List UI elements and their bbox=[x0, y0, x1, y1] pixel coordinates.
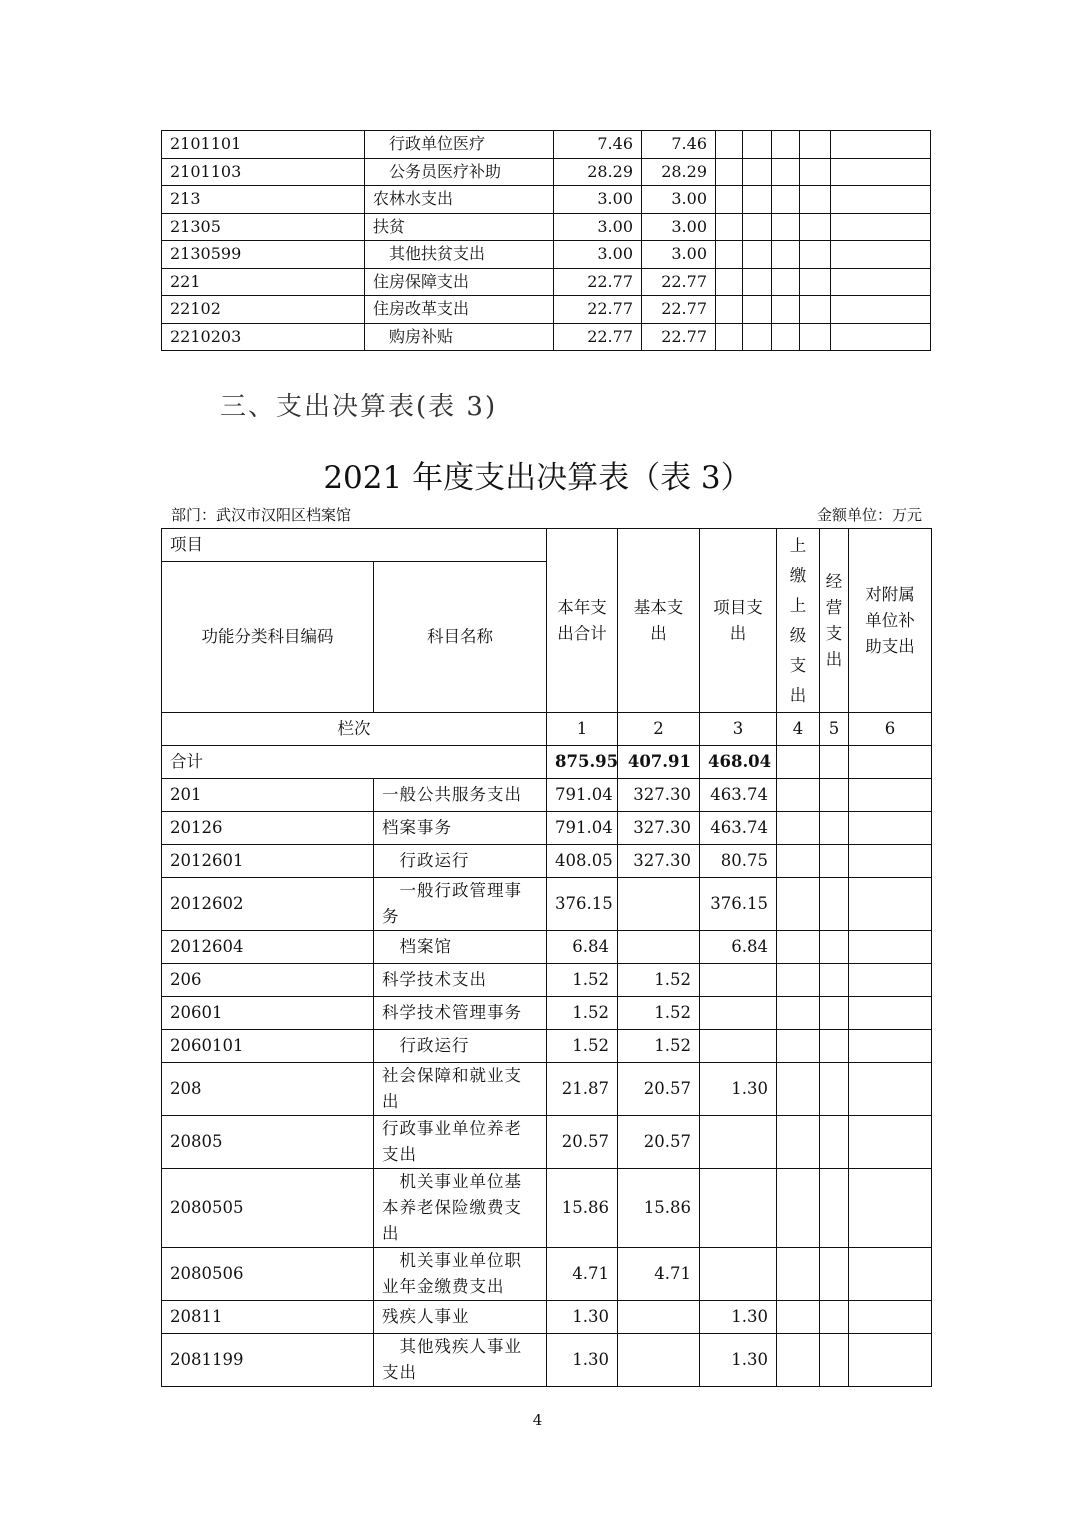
continued-expenditure-table bbox=[161, 130, 931, 351]
total-basic: 407.91 bbox=[618, 746, 700, 779]
section-heading: 三、支出决算表(表 3) bbox=[220, 392, 498, 422]
code-cell: 201 bbox=[162, 779, 374, 812]
empty-cell bbox=[777, 746, 820, 779]
empty-cell bbox=[820, 1030, 849, 1063]
basic-cell bbox=[618, 1334, 700, 1387]
table-row bbox=[162, 964, 932, 997]
code-cell: 2080505 bbox=[162, 1169, 374, 1248]
basic-cell bbox=[618, 931, 700, 964]
empty-cell bbox=[777, 997, 820, 1030]
code-cell: 208 bbox=[162, 1063, 374, 1116]
empty-cell bbox=[743, 296, 772, 324]
empty-cell bbox=[849, 964, 932, 997]
empty-cell bbox=[800, 323, 831, 351]
table-row bbox=[162, 997, 932, 1030]
total-cell: 376.15 bbox=[547, 878, 618, 931]
empty-cell bbox=[820, 964, 849, 997]
project-cell bbox=[700, 1169, 777, 1248]
name-cell: 行政运行 bbox=[374, 1030, 547, 1063]
table-row bbox=[162, 1063, 932, 1116]
basic-cell: 3.00 bbox=[642, 186, 716, 214]
table-row bbox=[162, 241, 931, 269]
project-cell: 1.30 bbox=[700, 1301, 777, 1334]
empty-cell bbox=[800, 158, 831, 186]
name-cell: 机关事业单位基本养老保险缴费支出 bbox=[374, 1169, 547, 1248]
empty-cell bbox=[820, 1063, 849, 1116]
total-cell: 22.77 bbox=[554, 268, 642, 296]
basic-cell: 22.77 bbox=[642, 323, 716, 351]
table-row bbox=[162, 186, 931, 214]
header-col6: 对附属单位补助支出 bbox=[849, 529, 932, 713]
empty-cell bbox=[743, 186, 772, 214]
expenditure-table bbox=[161, 528, 932, 1387]
empty-cell bbox=[820, 1301, 849, 1334]
empty-cell bbox=[820, 878, 849, 931]
code-cell: 20805 bbox=[162, 1116, 374, 1169]
total-label: 合计 bbox=[162, 746, 547, 779]
total-amount: 875.95 bbox=[547, 746, 618, 779]
code-cell: 2060101 bbox=[162, 1030, 374, 1063]
col-number: 6 bbox=[849, 713, 932, 746]
table-row bbox=[162, 779, 932, 812]
empty-cell bbox=[849, 812, 932, 845]
total-project: 468.04 bbox=[700, 746, 777, 779]
empty-cell bbox=[777, 812, 820, 845]
table-row bbox=[162, 323, 931, 351]
empty-cell bbox=[820, 1116, 849, 1169]
name-cell: 科学技术支出 bbox=[374, 964, 547, 997]
empty-cell bbox=[777, 878, 820, 931]
table-row bbox=[162, 268, 931, 296]
basic-cell: 22.77 bbox=[642, 268, 716, 296]
basic-cell: 22.77 bbox=[642, 296, 716, 324]
empty-cell bbox=[831, 158, 931, 186]
basic-cell: 20.57 bbox=[618, 1116, 700, 1169]
total-row bbox=[162, 746, 932, 779]
name-cell: 行政单位医疗 bbox=[365, 131, 554, 159]
empty-cell bbox=[800, 241, 831, 269]
basic-cell: 1.52 bbox=[618, 964, 700, 997]
name-cell: 住房改革支出 bbox=[365, 296, 554, 324]
project-cell: 6.84 bbox=[700, 931, 777, 964]
name-cell: 农林水支出 bbox=[365, 186, 554, 214]
table-row bbox=[162, 1301, 932, 1334]
code-cell: 22102 bbox=[162, 296, 365, 324]
table-row bbox=[162, 878, 932, 931]
empty-cell bbox=[820, 812, 849, 845]
code-cell: 206 bbox=[162, 964, 374, 997]
empty-cell bbox=[831, 296, 931, 324]
total-cell: 4.71 bbox=[547, 1248, 618, 1301]
table-row bbox=[162, 931, 932, 964]
empty-cell bbox=[716, 296, 743, 324]
empty-cell bbox=[743, 158, 772, 186]
total-cell: 22.77 bbox=[554, 323, 642, 351]
col-number: 4 bbox=[777, 713, 820, 746]
empty-cell bbox=[772, 241, 800, 269]
code-cell: 2080506 bbox=[162, 1248, 374, 1301]
header-col1: 本年支出合计 bbox=[547, 529, 618, 713]
code-cell: 2210203 bbox=[162, 323, 365, 351]
basic-cell: 327.30 bbox=[618, 845, 700, 878]
code-cell: 2101101 bbox=[162, 131, 365, 159]
col-number: 5 bbox=[820, 713, 849, 746]
project-cell bbox=[700, 1030, 777, 1063]
code-cell: 20126 bbox=[162, 812, 374, 845]
name-cell: 住房保障支出 bbox=[365, 268, 554, 296]
table-title: 2021 年度支出决算表（表 3） bbox=[323, 460, 752, 496]
empty-cell bbox=[849, 746, 932, 779]
header-col4: 上缴上级支出 bbox=[777, 529, 820, 713]
header-col3: 项目支出 bbox=[700, 529, 777, 713]
empty-cell bbox=[716, 268, 743, 296]
empty-cell bbox=[849, 1248, 932, 1301]
project-cell: 463.74 bbox=[700, 812, 777, 845]
table-row bbox=[162, 131, 931, 159]
empty-cell bbox=[820, 1248, 849, 1301]
code-cell: 2012604 bbox=[162, 931, 374, 964]
project-cell bbox=[700, 964, 777, 997]
empty-cell bbox=[716, 158, 743, 186]
code-cell: 2012602 bbox=[162, 878, 374, 931]
header-code: 功能分类科目编码 bbox=[162, 562, 374, 713]
basic-cell: 28.29 bbox=[642, 158, 716, 186]
project-cell bbox=[700, 1116, 777, 1169]
basic-cell: 1.52 bbox=[618, 1030, 700, 1063]
header-col2: 基本支出 bbox=[618, 529, 700, 713]
empty-cell bbox=[849, 931, 932, 964]
code-cell: 213 bbox=[162, 186, 365, 214]
project-cell: 1.30 bbox=[700, 1334, 777, 1387]
table-row bbox=[162, 845, 932, 878]
total-cell: 21.87 bbox=[547, 1063, 618, 1116]
empty-cell bbox=[849, 878, 932, 931]
empty-cell bbox=[831, 268, 931, 296]
empty-cell bbox=[831, 131, 931, 159]
project-cell bbox=[700, 997, 777, 1030]
name-cell: 行政事业单位养老支出 bbox=[374, 1116, 547, 1169]
total-cell: 22.77 bbox=[554, 296, 642, 324]
total-cell: 791.04 bbox=[547, 812, 618, 845]
empty-cell bbox=[820, 931, 849, 964]
project-cell: 463.74 bbox=[700, 779, 777, 812]
name-cell: 行政运行 bbox=[374, 845, 547, 878]
empty-cell bbox=[831, 213, 931, 241]
empty-cell bbox=[849, 1063, 932, 1116]
project-cell: 80.75 bbox=[700, 845, 777, 878]
empty-cell bbox=[772, 296, 800, 324]
basic-cell: 3.00 bbox=[642, 213, 716, 241]
code-cell: 2101103 bbox=[162, 158, 365, 186]
name-cell: 其他扶贫支出 bbox=[365, 241, 554, 269]
name-cell: 公务员医疗补助 bbox=[365, 158, 554, 186]
name-cell: 购房补贴 bbox=[365, 323, 554, 351]
total-cell: 1.30 bbox=[547, 1301, 618, 1334]
empty-cell bbox=[800, 131, 831, 159]
header-name: 科目名称 bbox=[374, 562, 547, 713]
header-col5: 经营支出 bbox=[820, 529, 849, 713]
col-number: 2 bbox=[618, 713, 700, 746]
name-cell: 一般公共服务支出 bbox=[374, 779, 547, 812]
total-cell: 28.29 bbox=[554, 158, 642, 186]
empty-cell bbox=[772, 186, 800, 214]
code-cell: 2012601 bbox=[162, 845, 374, 878]
total-cell: 6.84 bbox=[547, 931, 618, 964]
basic-cell: 1.52 bbox=[618, 997, 700, 1030]
empty-cell bbox=[820, 779, 849, 812]
total-cell: 3.00 bbox=[554, 213, 642, 241]
total-cell: 3.00 bbox=[554, 241, 642, 269]
total-cell: 1.52 bbox=[547, 997, 618, 1030]
basic-cell bbox=[618, 1301, 700, 1334]
name-cell: 档案事务 bbox=[374, 812, 547, 845]
col-number: 1 bbox=[547, 713, 618, 746]
empty-cell bbox=[716, 323, 743, 351]
empty-cell bbox=[716, 186, 743, 214]
name-cell: 档案馆 bbox=[374, 931, 547, 964]
total-cell: 3.00 bbox=[554, 186, 642, 214]
empty-cell bbox=[777, 1116, 820, 1169]
code-cell: 21305 bbox=[162, 213, 365, 241]
table-row bbox=[162, 213, 931, 241]
name-cell: 残疾人事业 bbox=[374, 1301, 547, 1334]
name-cell: 机关事业单位职业年金缴费支出 bbox=[374, 1248, 547, 1301]
col-number: 3 bbox=[700, 713, 777, 746]
empty-cell bbox=[777, 1030, 820, 1063]
empty-cell bbox=[772, 131, 800, 159]
empty-cell bbox=[716, 213, 743, 241]
code-cell: 20601 bbox=[162, 997, 374, 1030]
empty-cell bbox=[743, 268, 772, 296]
table-row bbox=[162, 1334, 932, 1387]
empty-cell bbox=[800, 186, 831, 214]
table-row bbox=[162, 1116, 932, 1169]
empty-cell bbox=[849, 997, 932, 1030]
empty-cell bbox=[777, 1334, 820, 1387]
name-cell: 一般行政管理事务 bbox=[374, 878, 547, 931]
empty-cell bbox=[849, 1116, 932, 1169]
total-cell: 1.52 bbox=[547, 964, 618, 997]
empty-cell bbox=[849, 1030, 932, 1063]
empty-cell bbox=[772, 158, 800, 186]
department-label: 部门：武汉市汉阳区档案馆 bbox=[171, 506, 352, 524]
header-lanci: 栏次 bbox=[162, 713, 547, 746]
total-cell: 7.46 bbox=[554, 131, 642, 159]
total-cell: 20.57 bbox=[547, 1116, 618, 1169]
empty-cell bbox=[777, 931, 820, 964]
project-cell bbox=[700, 1248, 777, 1301]
empty-cell bbox=[800, 213, 831, 241]
empty-cell bbox=[849, 779, 932, 812]
empty-cell bbox=[820, 1169, 849, 1248]
total-cell: 1.52 bbox=[547, 1030, 618, 1063]
table-row bbox=[162, 158, 931, 186]
name-cell: 科学技术管理事务 bbox=[374, 997, 547, 1030]
empty-cell bbox=[772, 268, 800, 296]
empty-cell bbox=[777, 1301, 820, 1334]
empty-cell bbox=[777, 1169, 820, 1248]
basic-cell: 327.30 bbox=[618, 779, 700, 812]
basic-cell bbox=[618, 878, 700, 931]
basic-cell: 4.71 bbox=[618, 1248, 700, 1301]
table-row bbox=[162, 296, 931, 324]
header-project: 项目 bbox=[162, 529, 547, 562]
empty-cell bbox=[743, 241, 772, 269]
empty-cell bbox=[820, 845, 849, 878]
name-cell: 社会保障和就业支出 bbox=[374, 1063, 547, 1116]
name-cell: 其他残疾人事业支出 bbox=[374, 1334, 547, 1387]
empty-cell bbox=[772, 323, 800, 351]
total-cell: 1.30 bbox=[547, 1334, 618, 1387]
empty-cell bbox=[743, 213, 772, 241]
empty-cell bbox=[849, 1301, 932, 1334]
empty-cell bbox=[831, 241, 931, 269]
basic-cell: 3.00 bbox=[642, 241, 716, 269]
empty-cell bbox=[777, 779, 820, 812]
basic-cell: 327.30 bbox=[618, 812, 700, 845]
empty-cell bbox=[800, 268, 831, 296]
project-cell: 1.30 bbox=[700, 1063, 777, 1116]
empty-cell bbox=[777, 845, 820, 878]
empty-cell bbox=[820, 1334, 849, 1387]
code-cell: 2081199 bbox=[162, 1334, 374, 1387]
empty-cell bbox=[743, 131, 772, 159]
code-cell: 221 bbox=[162, 268, 365, 296]
table-row bbox=[162, 812, 932, 845]
code-cell: 2130599 bbox=[162, 241, 365, 269]
basic-cell: 15.86 bbox=[618, 1169, 700, 1248]
empty-cell bbox=[849, 1169, 932, 1248]
total-cell: 408.05 bbox=[547, 845, 618, 878]
empty-cell bbox=[820, 746, 849, 779]
empty-cell bbox=[772, 213, 800, 241]
page-number: 4 bbox=[532, 1411, 543, 1429]
code-cell: 20811 bbox=[162, 1301, 374, 1334]
empty-cell bbox=[716, 131, 743, 159]
name-cell: 扶贫 bbox=[365, 213, 554, 241]
unit-label: 金额单位：万元 bbox=[816, 506, 922, 524]
empty-cell bbox=[800, 296, 831, 324]
project-cell: 376.15 bbox=[700, 878, 777, 931]
empty-cell bbox=[743, 323, 772, 351]
empty-cell bbox=[831, 186, 931, 214]
table-row bbox=[162, 1030, 932, 1063]
total-cell: 791.04 bbox=[547, 779, 618, 812]
basic-cell: 20.57 bbox=[618, 1063, 700, 1116]
total-cell: 15.86 bbox=[547, 1169, 618, 1248]
empty-cell bbox=[820, 997, 849, 1030]
table-row bbox=[162, 1169, 932, 1248]
empty-cell bbox=[777, 1248, 820, 1301]
empty-cell bbox=[849, 1334, 932, 1387]
empty-cell bbox=[831, 323, 931, 351]
empty-cell bbox=[777, 1063, 820, 1116]
empty-cell bbox=[716, 241, 743, 269]
empty-cell bbox=[849, 845, 932, 878]
basic-cell: 7.46 bbox=[642, 131, 716, 159]
table-row bbox=[162, 1248, 932, 1301]
empty-cell bbox=[777, 964, 820, 997]
